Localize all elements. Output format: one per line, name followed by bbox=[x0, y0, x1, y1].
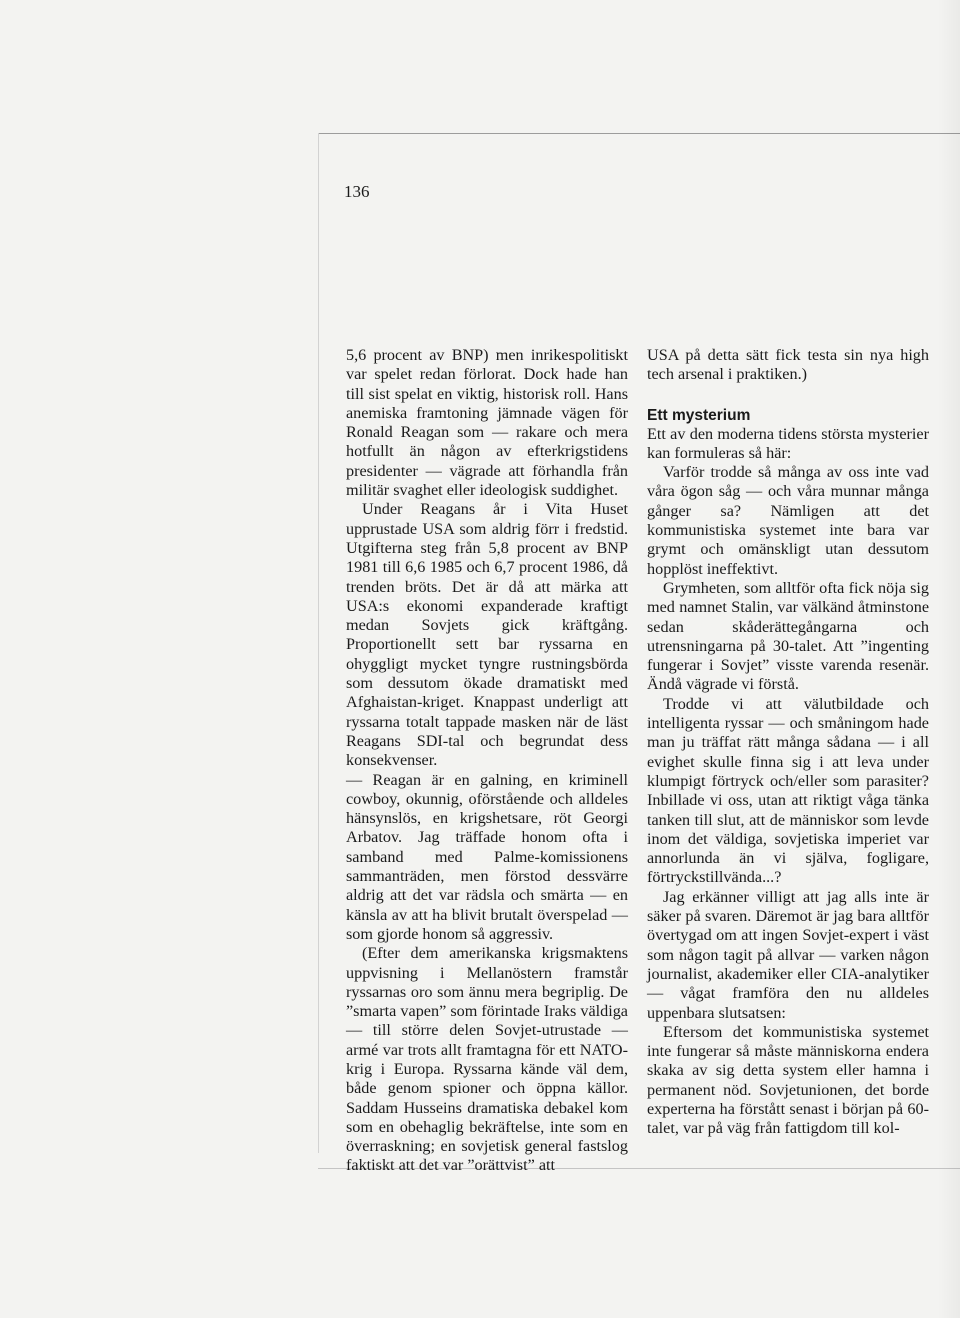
section-heading: Ett mysterium bbox=[647, 406, 751, 424]
paragraph: Jag erkänner villigt att jag alls inte är säker på svaren. Däremot är jag bara alltför övertygad om att ingen Sovjet-expert i väst som någon tagit på allvar — varken någon journalist, akademiker eller CIA-analytiker — vågat framföra den nu alldeles uppenbara slutsatsen: bbox=[647, 887, 929, 1022]
scan-edge-left bbox=[318, 133, 319, 1153]
paragraph: Grymheten, som alltför ofta fick nöja sig med namnet Stalin, var välkänd åtminstone sedan skåderättegångarna och utrensningarna på 30-talet. Att ”ingenting fungerar i Sovjet” visste varenda resenär. Ändå vägrade vi förstå. bbox=[647, 578, 929, 694]
paragraph: Ett av den moderna tidens största mysterier kan formuleras så här: bbox=[647, 424, 929, 462]
paragraph: Eftersom det kommunistiska systemet inte fungerar så måste människorna endera skaka av sig detta system eller hamna i permanent nöd. Sovjetunionen, det borde experterna ha förstått senast i början på 60-talet, var på väg från fattigdom till kol- bbox=[647, 1022, 929, 1138]
scan-edge-top bbox=[318, 133, 960, 134]
right-column bbox=[647, 346, 929, 1139]
paragraph: 5,6 procent av BNP) men inrikespolitiskt var spelet redan förlorat. Dock hade han till sist spelat en viktig, historisk roll. Hans anemiska framtoning jämnade vägen för Ronald Reagan som — rakare och mera hotfullt än någon av efterkrigstidens presidenter — vägrade att förhandla från militär svaghet eller ideologisk suddighet. bbox=[346, 346, 628, 500]
paragraph: Under Reagans år i Vita Huset upprustade USA som aldrig förr i fredstid. Utgifterna steg från 5,8 procent av BNP 1981 till 6,6 1985 och 6,7 procent 1986, då trenden bröts. Det är då att märka att USA:s ekonomi expanderade kraftigt medan Sovjets gick kräftgång. Proportionellt sett bar ryssarna en ohyggligt mycket tyngre rustningsbörda som dessutom ökade dramatiskt med Afghaistan-kriget. Knappast underligt att ryssarna totalt tappade masken när de läst Reagans SDI-tal och begrundat dess konsekvenser. bbox=[346, 500, 628, 770]
page-number: 136 bbox=[344, 182, 370, 201]
paragraph: Trodde vi att välutbildade och intelligenta ryssar — och småningom hade man ju träffat rätt många sådana — i all evighet skulle finna sig i att leva under klumpigt förtryck och/eller som parasiter? Inbillade vi oss, utan att riktigt våga tänka tanken till slut, att de människor som levde inom det väldiga, sovjetiska imperiet var annorlunda än vi själva, fogligare, förtryckstillvända...? bbox=[647, 694, 929, 887]
left-column bbox=[346, 346, 628, 1176]
paragraph: — Reagan är en galning, en kriminell cowboy, okunnig, oförstående och alldeles hänsynslös, en krigshetsare, röt Georgi Arbatov. Jag träffade honom ofta i samband med Palme-komissionens sammanträden, men förstod dessvärre aldrig att det var rädsla och smärta — en känsla av att ha blivit brutalt överspelad — som gjorde honom så aggressiv. bbox=[346, 770, 628, 943]
scan-edge-right bbox=[938, 0, 960, 1318]
paragraph: (Efter dem amerikanska krigsmaktens uppvisning i Mellanöstern framstår ryssarnas oro som ännu mera begriplig. De ”smarta vapen” som förintade Iraks väldiga — till större delen Sovjet-utrustade — armé var trots allt framtagna för ett NATO-krig i Europa. Ryssarna kände väl dem, både genom spioner och öppna källor. Saddam Husseins dramatiska debakel kom som en obehaglig bekräftelse, inte som en överraskning; en sovjetisk general fastslog faktiskt att det var ”orättvist” att bbox=[346, 944, 628, 1175]
paragraph: USA på detta sätt fick testa sin nya high tech arsenal i praktiken.) bbox=[647, 346, 929, 384]
paragraph: Varför trodde så många av oss inte vad våra ögon såg — och våra munnar många gånger sa? Nämligen att det kommunistiska systemet inte bara var grymt och omänskligt utan dessutom hopplöst ineffektivt. bbox=[647, 463, 929, 578]
